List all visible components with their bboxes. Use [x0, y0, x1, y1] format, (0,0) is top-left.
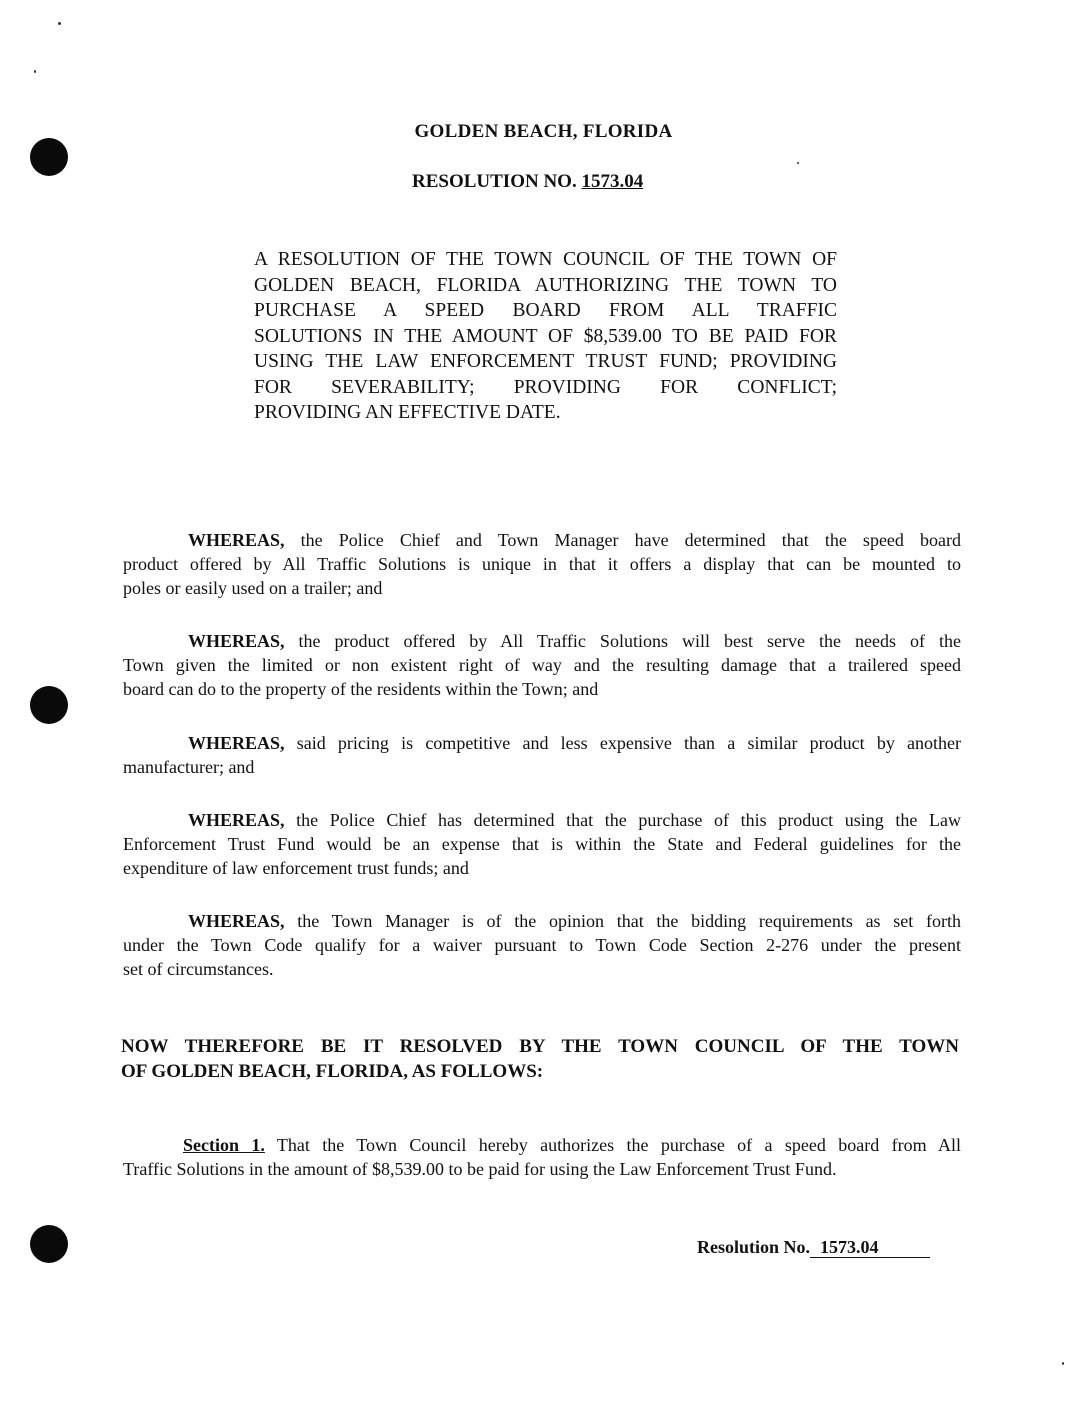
whereas-paragraph-4 — [123, 808, 961, 880]
paragraph-line — [123, 808, 961, 832]
paragraph-line: poles or easily used on a trailer; and — [123, 578, 383, 598]
scan-speck — [1062, 1362, 1064, 1365]
resolved-clause — [121, 1034, 959, 1084]
scan-speck — [34, 70, 36, 73]
summary-line: FOR SEVERABILITY; PROVIDING FOR CONFLICT; — [254, 376, 837, 398]
paragraph-line — [123, 909, 961, 933]
punch-hole-bottom — [30, 1225, 68, 1263]
resolved-line: NOW THEREFORE BE IT RESOLVED BY THE TOWN COUNCIL OF THE TOWN — [121, 1036, 959, 1057]
paragraph-text: the Police Chief has determined that the purchase of this product using the Law — [296, 810, 962, 830]
resolution-label: RESOLUTION NO. — [412, 171, 577, 192]
whereas-lead: WHEREAS, — [188, 810, 285, 830]
paragraph-line: under the Town Code qualify for a waiver pursuant to Town Code Section 2-276 under the present — [123, 935, 961, 955]
punch-hole-middle — [30, 686, 68, 724]
footer-number: 1573.04 — [810, 1238, 930, 1258]
resolution-heading — [412, 171, 643, 193]
scan-speck — [58, 22, 61, 25]
punch-hole-top — [30, 138, 68, 176]
whereas-lead: WHEREAS, — [188, 631, 285, 651]
paragraph-text: the product offered by All Traffic Solutions will best serve the needs of the — [298, 631, 961, 651]
municipality-name: GOLDEN BEACH, FLORIDA — [414, 121, 673, 142]
paragraph-line: product offered by All Traffic Solutions is unique in that it offers a display that can be mounted to — [123, 554, 961, 574]
paragraph-line — [123, 731, 961, 755]
paragraph-line: Town given the limited or non existent right of way and the resulting damage that a trailered speed — [123, 655, 961, 675]
paragraph-text: the Police Chief and Town Manager have determined that the speed board — [300, 530, 962, 550]
paragraph-text: the Town Manager is of the opinion that the bidding requirements as set forth — [297, 911, 961, 931]
footer-resolution — [697, 1237, 930, 1258]
whereas-lead: WHEREAS, — [188, 530, 285, 550]
resolution-number: 1573.04 — [581, 171, 644, 192]
resolution-summary — [254, 247, 837, 426]
footer-label: Resolution No. — [697, 1237, 811, 1257]
whereas-paragraph-3 — [123, 731, 961, 779]
paragraph-line: Enforcement Trust Fund would be an expense that is within the State and Federal guidelines for the — [123, 834, 961, 854]
summary-line: SOLUTIONS IN THE AMOUNT OF $8,539.00 TO BE PAID FOR — [254, 325, 837, 347]
paragraph-line: board can do to the property of the residents within the Town; and — [123, 679, 599, 699]
section-label: Section 1. — [183, 1135, 265, 1155]
paragraph-text: That the Town Council hereby authorizes the purchase of a speed board from All — [276, 1135, 961, 1155]
paragraph-line — [123, 1133, 961, 1157]
paragraph-line: set of circumstances. — [123, 959, 274, 979]
whereas-lead: WHEREAS, — [188, 911, 285, 931]
scan-speck — [797, 162, 799, 164]
whereas-paragraph-5 — [123, 909, 961, 981]
whereas-paragraph-1 — [123, 528, 961, 600]
summary-line: PROVIDING AN EFFECTIVE DATE. — [254, 402, 561, 423]
section-1 — [123, 1133, 961, 1181]
paragraph-line: Traffic Solutions in the amount of $8,539.00 to be paid for using the Law Enforcement Trust Fund. — [123, 1159, 837, 1179]
summary-line: A RESOLUTION OF THE TOWN COUNCIL OF THE TOWN OF — [254, 249, 837, 270]
paragraph-line — [123, 629, 961, 653]
paragraph-line: manufacturer; and — [123, 757, 255, 777]
summary-line: GOLDEN BEACH, FLORIDA AUTHORIZING THE TOWN TO — [254, 274, 837, 296]
resolved-line: OF GOLDEN BEACH, FLORIDA, AS FOLLOWS: — [121, 1061, 544, 1082]
municipality-title — [0, 121, 1087, 143]
summary-line: PURCHASE A SPEED BOARD FROM ALL TRAFFIC — [254, 300, 837, 321]
whereas-lead: WHEREAS, — [188, 733, 285, 753]
paragraph-line: expenditure of law enforcement trust funds; and — [123, 858, 469, 878]
paragraph-text: said pricing is competitive and less expensive than a similar product by another — [296, 733, 961, 753]
summary-line: USING THE LAW ENFORCEMENT TRUST FUND; PROVIDING — [254, 351, 837, 372]
whereas-paragraph-2 — [123, 629, 961, 701]
paragraph-line — [123, 528, 961, 552]
